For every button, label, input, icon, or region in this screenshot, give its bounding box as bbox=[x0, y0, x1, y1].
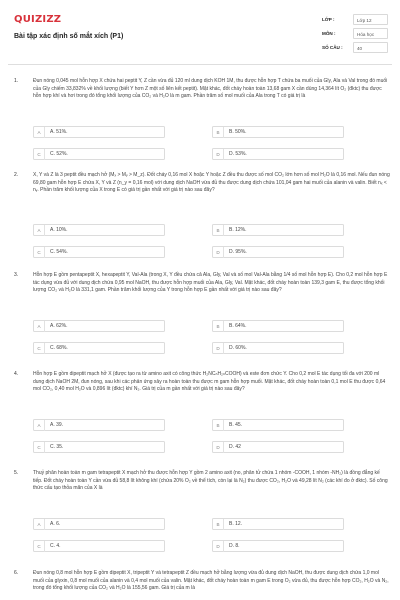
option-text: D. 42 bbox=[229, 444, 241, 450]
option-letter: C bbox=[34, 541, 45, 552]
option-b[interactable] bbox=[212, 419, 344, 431]
option-text: D. 95%. bbox=[229, 249, 247, 255]
question-count-field bbox=[322, 42, 388, 53]
question-number: 6. bbox=[14, 570, 19, 576]
question-text: Đun nóng 0,045 mol hỗn hợp X chứa hai peptit Y, Z cần vừa đủ 120 ml dung dịch KOH 1M, thu được hỗn hợp T chứa ba muối của Gly, Ala và Val trong đó muối của Gly chiếm 33,832% về khối lượng (biết Y hơn Z một số liên kết peptit). Mặt khác, đốt cháy hoàn toàn 13,68 gam X cần dùng 14,364 lít O₂ (đktc) thu được hỗn hợp khí và hơi trong đó tổng khối lượng của CO₂ và H₂O là m gam. Phần trăm số mol muối của Ala trong T có giá trị là bbox=[33, 78, 388, 100]
option-a[interactable] bbox=[33, 419, 165, 431]
subject-label: MÔN : bbox=[322, 31, 336, 36]
option-c[interactable] bbox=[33, 148, 165, 160]
page-title: Bài tập xác định số mắt xích (P1) bbox=[14, 33, 124, 40]
class-value: Lớp 12 bbox=[353, 14, 388, 25]
option-letter: C bbox=[34, 149, 45, 160]
option-letter: D bbox=[213, 343, 224, 354]
question-count-label: SỐ CÂU : bbox=[322, 45, 343, 50]
subject-value: Hóa học bbox=[353, 28, 388, 39]
class-field bbox=[322, 14, 388, 25]
option-letter: D bbox=[213, 442, 224, 453]
option-letter: C bbox=[34, 442, 45, 453]
question-count-value: 40 bbox=[353, 42, 388, 53]
option-text: D. 8. bbox=[229, 543, 240, 549]
option-text: B. 64%. bbox=[229, 323, 247, 329]
option-d[interactable] bbox=[212, 342, 344, 354]
option-text: D. 60%. bbox=[229, 345, 247, 351]
option-letter: C bbox=[34, 247, 45, 258]
option-d[interactable] bbox=[212, 246, 344, 258]
option-c[interactable] bbox=[33, 540, 165, 552]
option-letter: B bbox=[213, 321, 224, 332]
question-number: 1. bbox=[14, 78, 19, 84]
option-letter: B bbox=[213, 127, 224, 138]
option-letter: B bbox=[213, 420, 224, 431]
option-letter: D bbox=[213, 541, 224, 552]
question-text: X, Y và Z là 3 peptit đều mạch hở (Mₓ > Mᵧ > M_z). Đốt cháy 0,16 mol X hoặc Y hoặc Z đều thu được số mol CO₂ lớn hơn số mol H₂O là 0,16 mol. Nếu đun nóng 69,80 gam hỗn hợp E chứa X, Y và Z (n_y = 0,16 mol) với dung dịch NaOH vừa đủ thu được dung dịch chứa 101,04 gam hai muối của alanin và valin. Biết nₓ < nᵧ. Phần trăm khối lượng của X trong E có giá trị gần nhất với giá trị nào sau đây? bbox=[33, 172, 390, 194]
option-text: C. 52%. bbox=[50, 151, 68, 157]
question-text: Hỗn hợp E gồm dipeptit mạch hở X (được tạo ra từ amino axit có công thức H₂NCₙH₂ₙCOOH) và este đơn chức Y. Cho 0,2 mol E tác dụng tối đa với 200 ml dung dịch NaOH 2M, đun nóng, sau khi các phản ứng xảy ra hoàn toàn thu được m gam hỗn hợp muối. Mặt khác, đốt cháy hoàn toàn 0,1 mol E thu được 0,64 mol CO₂, 0,40 mol H₂O và 0,896 lít (đktc) khí N₂. Giá trị của m gần nhất với giá trị nào sau đây? bbox=[33, 371, 386, 393]
option-a[interactable] bbox=[33, 126, 165, 138]
option-letter: A bbox=[34, 127, 45, 138]
option-a[interactable] bbox=[33, 518, 165, 530]
option-text: C. 68%. bbox=[50, 345, 68, 351]
option-letter: A bbox=[34, 321, 45, 332]
question-text: Hỗn hợp E gồm pentapeptit X, hexapeptit Y, Val-Ala (trong X, Y đều chứa cả Ala, Gly, Val và số mol Val-Ala bằng 1/4 số mol hỗn hợp E). Cho 0,2 mol hỗn hợp E tác dụng vừa đủ với dung dịch chứa 0,95 mol NaOH, thu được hỗn hợp muối của Ala, Gly, Val. Mặt khác, đốt cháy hoàn toàn 139,3 gam E, thu được tổng khối lượng CO₂ và H₂O là 331,1 gam. Phần trăm khối lượng của Y trong hỗn hợp E gần nhất với giá trị nào sau đây? bbox=[33, 272, 388, 294]
question-text: Thuỷ phân hoàn toàn m gam tetrapeptit X mạch hở thu được hỗn hợp Y gồm 2 amino axit (no, phân tử chứa 1 nhóm -COOH, 1 nhóm -NH₂) là đồng đẳng kế tiếp. Đốt cháy hoàn toàn Y cần vừa đủ 58,8 lít không khí (chứa 20% O₂ về thể tích, còn lại là N₂) thu được CO₂, H₂O và 49,28 lít N₂ (các khí đo ở đktc). Số công thức cấu tạo thỏa mãn của X là bbox=[33, 470, 388, 492]
option-text: C. 35. bbox=[50, 444, 64, 450]
option-b[interactable] bbox=[212, 320, 344, 332]
question-number: 4. bbox=[14, 371, 19, 377]
quizizz-logo: QUIZIZZ bbox=[14, 14, 62, 25]
option-letter: C bbox=[34, 343, 45, 354]
option-b[interactable] bbox=[212, 224, 344, 236]
header bbox=[0, 0, 400, 64]
option-letter: D bbox=[213, 149, 224, 160]
option-text: A. 51%. bbox=[50, 129, 68, 135]
option-d[interactable] bbox=[212, 540, 344, 552]
option-c[interactable] bbox=[33, 441, 165, 453]
option-letter: B bbox=[213, 519, 224, 530]
subject-field bbox=[322, 28, 388, 39]
option-text: A. 39. bbox=[50, 422, 64, 428]
option-a[interactable] bbox=[33, 320, 165, 332]
option-letter: D bbox=[213, 247, 224, 258]
option-b[interactable] bbox=[212, 518, 344, 530]
option-b[interactable] bbox=[212, 126, 344, 138]
question-number: 3. bbox=[14, 272, 19, 278]
question-number: 2. bbox=[14, 172, 19, 178]
option-d[interactable] bbox=[212, 441, 344, 453]
option-c[interactable] bbox=[33, 342, 165, 354]
option-letter: A bbox=[34, 225, 45, 236]
question-text: Đun nóng 0,8 mol hỗn hợp E gồm dipeptit X, tripeptit Y và tetrapeptit Z đều mạch hở bằng lượng vừa đủ dung dịch NaOH, thu được dung dịch chứa 1,0 mol muối của glyxin, 0,8 mol muối của alanin và 0,4 mol muối của valin. Mặt khác, đốt cháy hoàn toàn m gam E trong O₂ vừa đủ, thu được hỗn hợp CO₂, H₂O và N₂, trong đó tổng khối lượng của CO₂ và H₂O là 155,56 gam. Giá trị của m là bbox=[33, 570, 389, 592]
question-number: 5. bbox=[14, 470, 19, 476]
option-letter: A bbox=[34, 420, 45, 431]
option-letter: A bbox=[34, 519, 45, 530]
option-text: A. 10%. bbox=[50, 227, 68, 233]
option-text: A. 62%. bbox=[50, 323, 68, 329]
option-letter: B bbox=[213, 225, 224, 236]
option-a[interactable] bbox=[33, 224, 165, 236]
option-text: D. 53%. bbox=[229, 151, 247, 157]
option-text: B. 45. bbox=[229, 422, 243, 428]
option-text: B. 50%. bbox=[229, 129, 247, 135]
option-text: C. 54%. bbox=[50, 249, 68, 255]
header-divider bbox=[8, 64, 392, 65]
option-text: A. 6. bbox=[50, 521, 61, 527]
option-d[interactable] bbox=[212, 148, 344, 160]
class-label: LỚP : bbox=[322, 17, 335, 22]
option-text: B. 12%. bbox=[229, 227, 247, 233]
option-c[interactable] bbox=[33, 246, 165, 258]
option-text: B. 12. bbox=[229, 521, 243, 527]
option-text: C. 4. bbox=[50, 543, 61, 549]
